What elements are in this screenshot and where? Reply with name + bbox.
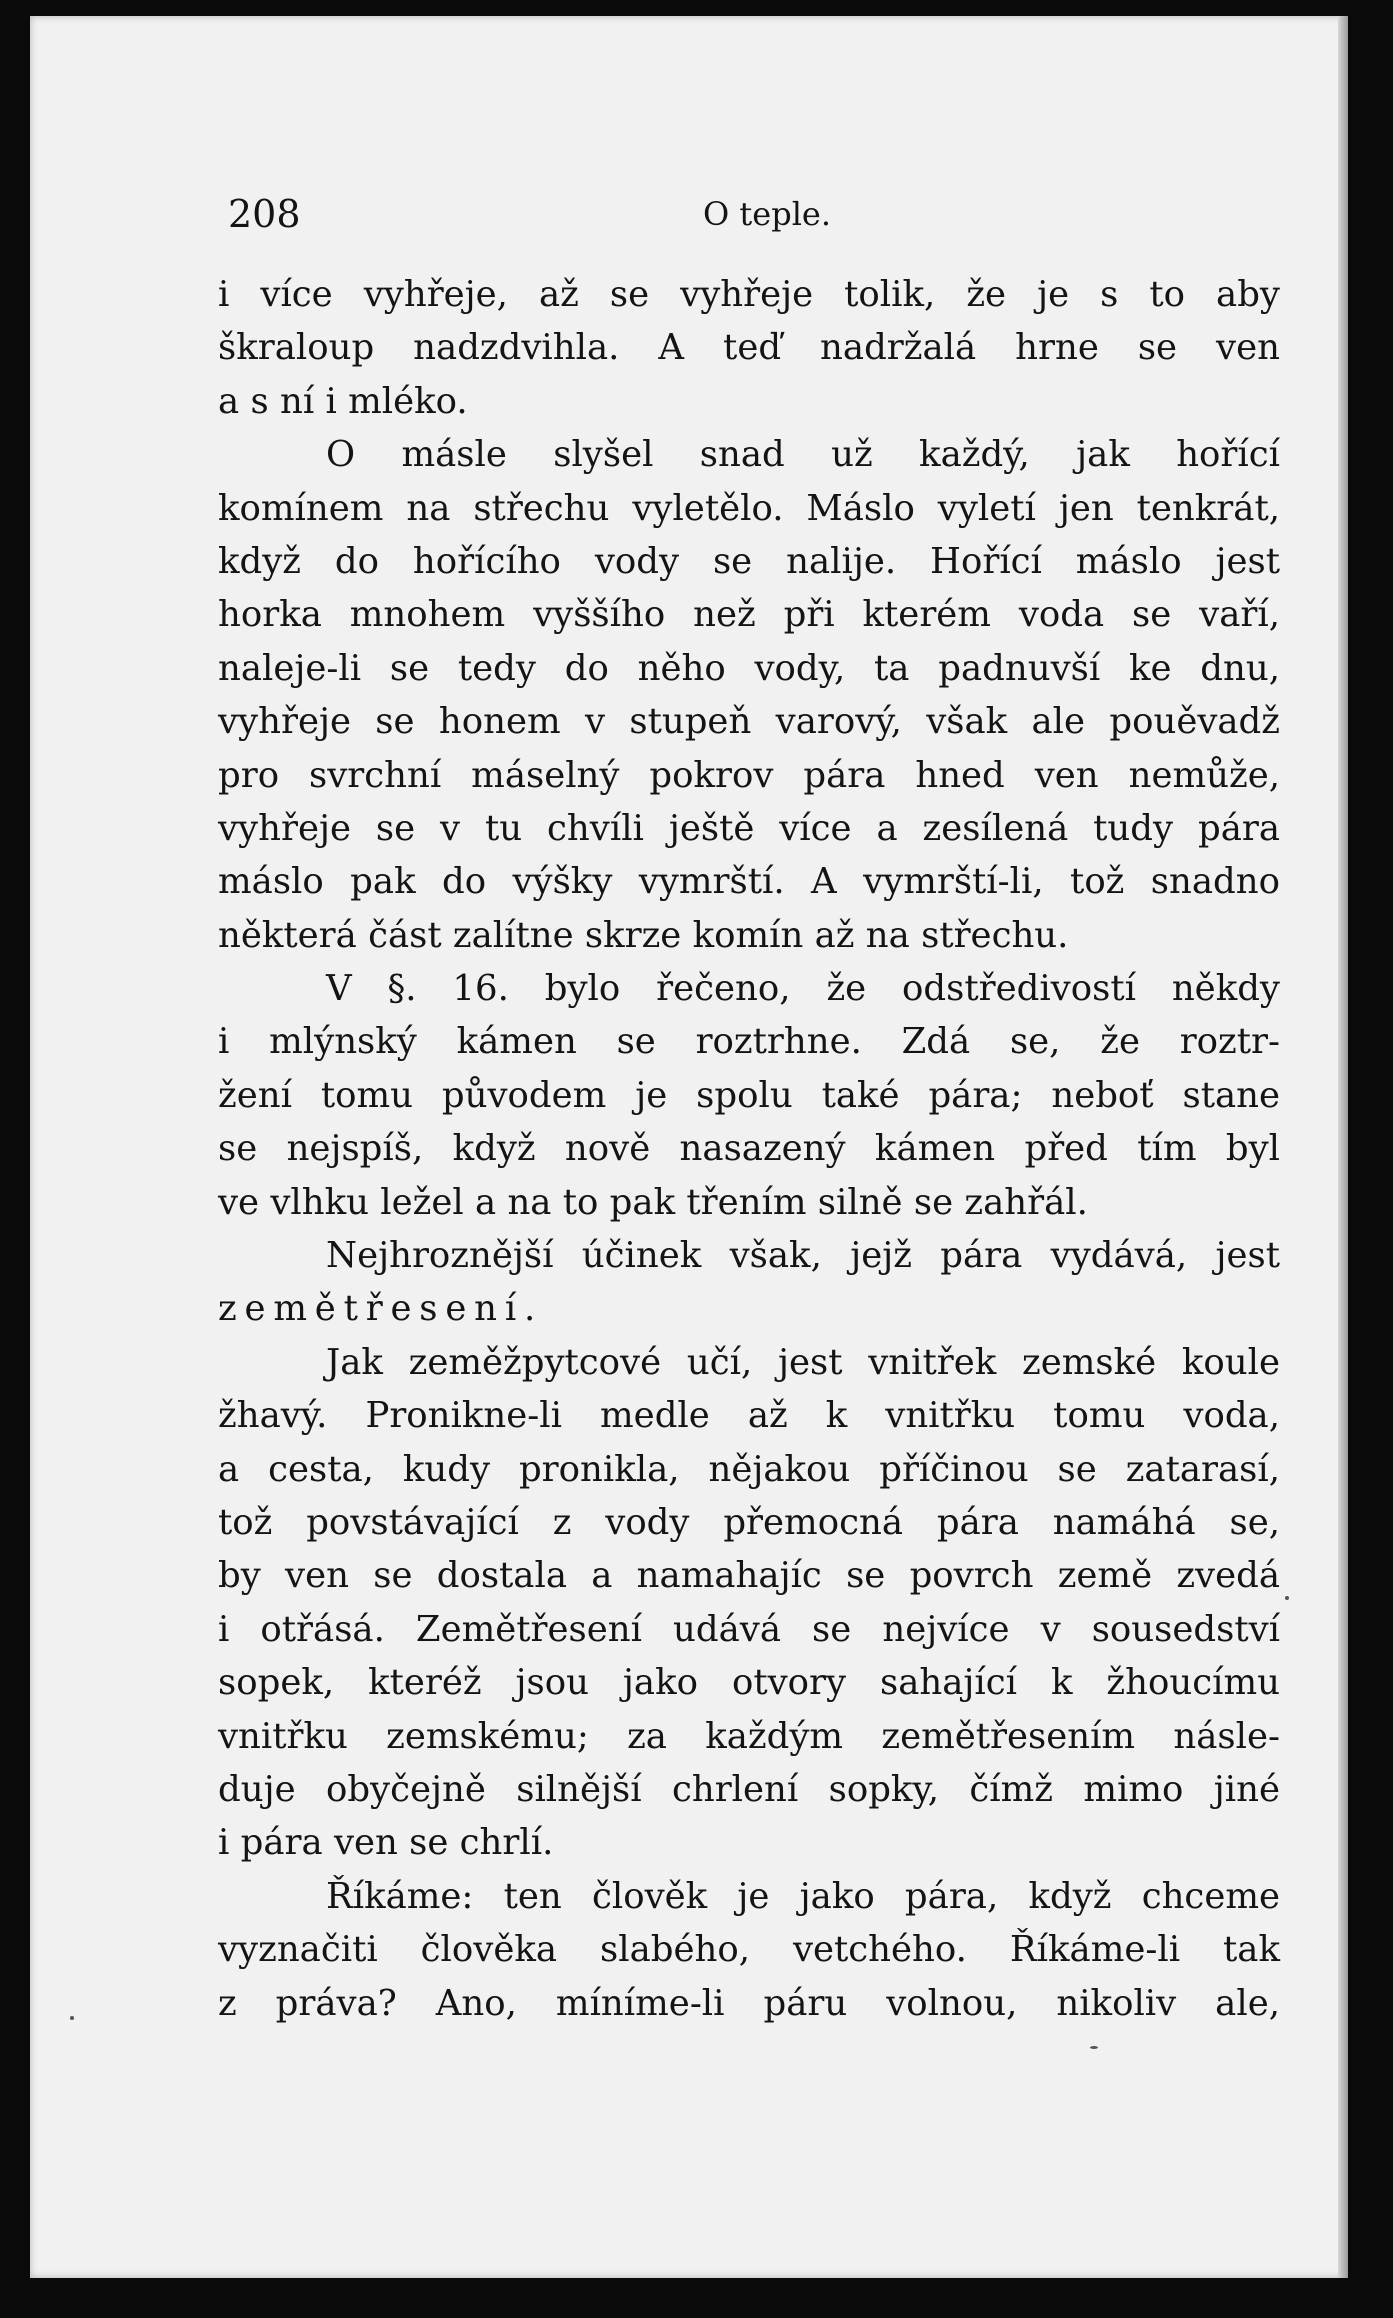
page-header <box>228 184 1278 244</box>
page-edge-shadow <box>1338 16 1348 2278</box>
text-line: duje obyčejně silnější chrlení sopky, čímž mimo jiné <box>218 1768 1280 1810</box>
running-head: O teple. <box>703 195 832 233</box>
text-line: i otřásá. Zemětřesení udává se nejvíce v sousedství <box>218 1608 1280 1650</box>
text-line: máslo pak do výšky vymrští. A vymrští-li, tož snadno <box>218 861 1280 903</box>
text-line: škraloup nadzdvihla. A teď nadržalá hrne se ven <box>218 327 1280 369</box>
text-line: ve vlhku ležel a na to pak třením silně se zahřál. <box>218 1181 1088 1223</box>
text-line: i více vyhřeje, až se vyhřeje tolik, že je s to aby <box>218 274 1280 315</box>
text-line: žhavý. Pronikne-li medle až k vnitřku tomu voda, <box>218 1395 1280 1437</box>
text-line: horka mnohem vyššího než při kterém voda se vaří, <box>218 594 1280 636</box>
text-line: vyhřeje se honem v stupeň varový, však ale pouěvadž <box>218 701 1280 743</box>
text-line: V §. 16. bylo řečeno, že odstředivostí někdy <box>326 968 1280 1010</box>
text-line: když do hořícího vody se nalije. Hořící máslo jest <box>218 540 1280 582</box>
text-line: Nejhroznější účinek však, jejž pára vydává, jest <box>326 1235 1280 1277</box>
text-line: vyznačiti člověka slabého, vetchého. Říkáme-li tak <box>218 1929 1280 1971</box>
text-line: z práva? Ano, míníme-li páru volnou, nikoliv ale, <box>218 1982 1280 2024</box>
text-line: zemětřesení. <box>218 1288 544 1330</box>
text-line: i pára ven se chrlí. <box>218 1822 554 1864</box>
text-line: vnitřku zemskému; za každým zemětřesením násle- <box>218 1715 1280 1757</box>
body-text <box>218 268 1280 2030</box>
text-line: Jak zeměžpytcové učí, jest vnitřek zemské koule <box>326 1341 1280 1383</box>
text-line: O másle slyšel snad už každý, jak hořící <box>326 434 1280 476</box>
text-line: naleje-li se tedy do něho vody, ta padnuvší ke dnu, <box>218 647 1280 689</box>
text-line: vyhřeje se v tu chvíli ještě více a zesílená tudy pára <box>218 807 1280 849</box>
page-number: 208 <box>228 192 301 236</box>
text-line: sopek, kteréž jsou jako otvory sahající k žhoucímu <box>218 1662 1280 1704</box>
text-line: komínem na střechu vyletělo. Máslo vyletí jen tenkrát, <box>218 487 1280 529</box>
text-line: pro svrchní máselný pokrov pára hned ven nemůže, <box>218 754 1280 796</box>
text-line: Říkáme: ten člověk je jako pára, když chceme <box>326 1875 1280 1917</box>
text-line: žení tomu původem je spolu také pára; neboť stane <box>218 1074 1280 1116</box>
scan-speck <box>1090 2046 1098 2049</box>
text-line: by ven se dostala a namahajíc se povrch země zvedá <box>218 1555 1280 1597</box>
book-page <box>30 16 1348 2278</box>
text-line: a s ní i mléko. <box>218 380 468 422</box>
text-line: i mlýnský kámen se roztrhne. Zdá se, že roztr- <box>218 1021 1280 1063</box>
text-line: a cesta, kudy pronikla, nějakou příčinou se zatarasí, <box>218 1448 1280 1490</box>
text-line: tož povstávající z vody přemocná pára namáhá se, <box>218 1501 1280 1543</box>
text-line: se nejspíš, když nově nasazený kámen před tím byl <box>218 1128 1280 1170</box>
scan-speck <box>1285 1596 1289 1600</box>
scan-speck <box>70 2016 74 2020</box>
text-line: některá část zalítne skrze komín až na střechu. <box>218 914 1069 956</box>
